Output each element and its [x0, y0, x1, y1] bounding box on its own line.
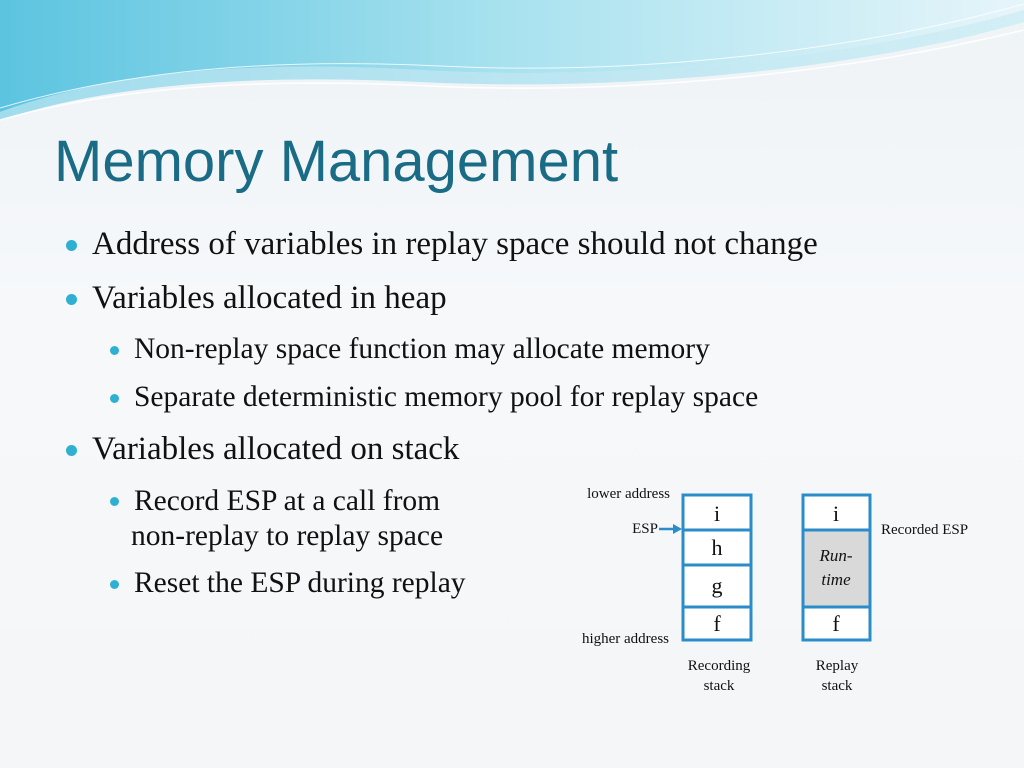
recording-cell-g: g	[711, 573, 723, 598]
esp-label: ESP	[632, 521, 658, 537]
replay-stack	[803, 495, 870, 694]
recording-cell-f: f	[713, 611, 721, 636]
replay-cell-f: f	[832, 611, 840, 636]
higher-address-label: higher address	[581, 631, 669, 647]
bullet-text: Variables allocated in heap	[92, 280, 447, 316]
bullet-text-line1: Record ESP at a call from	[134, 485, 441, 517]
recording-stack	[683, 495, 751, 694]
replay-stack-caption-line1: Replay	[815, 658, 859, 674]
bullet-text: Non-replay space function may allocate memory	[134, 333, 710, 365]
recorded-esp-label: Recorded ESP	[881, 522, 969, 538]
runtime-region	[805, 530, 869, 607]
bullet-text: Reset the ESP during replay	[134, 567, 466, 599]
runtime-label-line1: Run-	[819, 546, 853, 565]
lower-address-label: lower address	[587, 486, 670, 502]
recording-stack-caption-line2: stack	[703, 678, 735, 694]
bullet-text: Separate deterministic memory pool for replay space	[134, 381, 759, 413]
replay-stack-caption-line2: stack	[821, 678, 853, 694]
bullet-text: Variables allocated on stack	[92, 431, 460, 467]
recording-stack-caption-line1: Recording	[687, 658, 751, 674]
esp-arrow-icon	[659, 524, 682, 534]
bullet-text-line2: non-replay to replay space	[131, 520, 444, 552]
runtime-label-line2: time	[821, 570, 851, 589]
bullet-text: Address of variables in replay space should not change	[92, 226, 818, 262]
recording-cell-h: h	[711, 535, 723, 560]
recording-cell-i: i	[713, 501, 721, 526]
slide-title: Memory Management	[54, 129, 619, 194]
replay-cell-i: i	[832, 501, 840, 526]
